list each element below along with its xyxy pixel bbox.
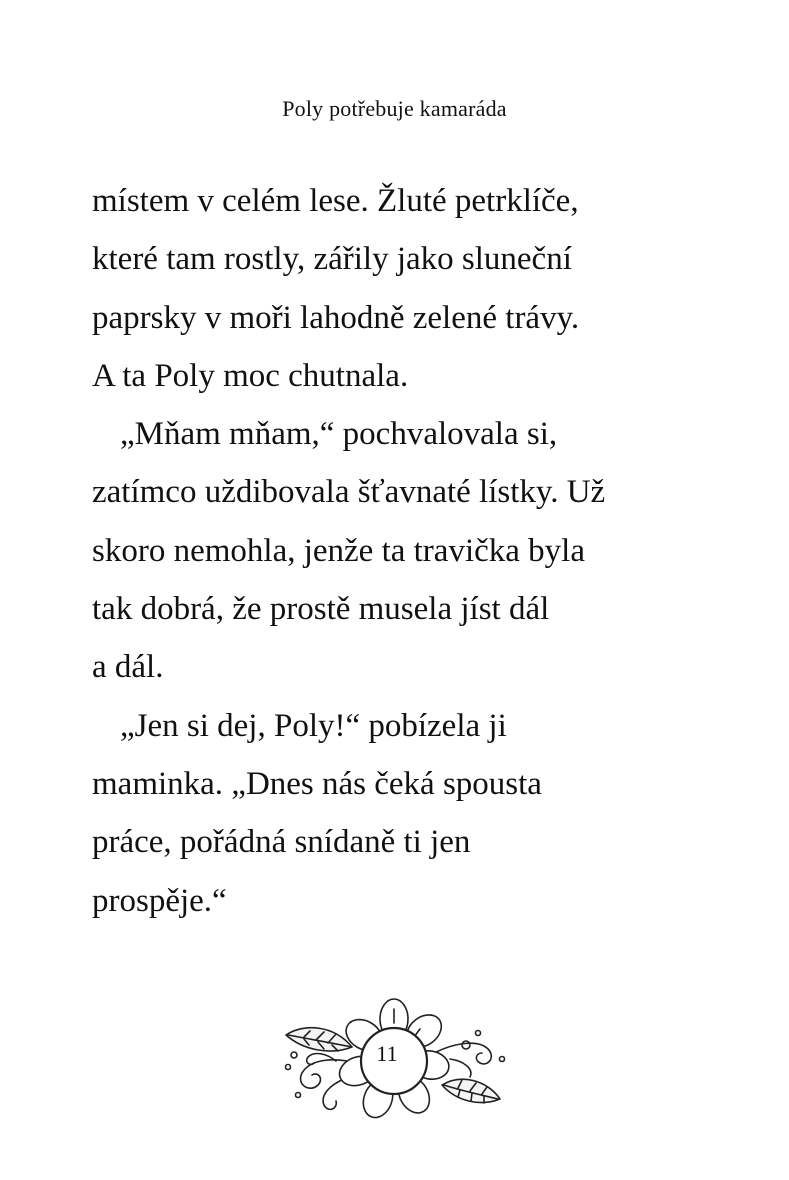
text-line: skoro nemohla, jenže ta travička byla (92, 532, 585, 569)
text-line: místem v celém lese. Žluté petrklíče, (92, 183, 579, 219)
text-line: tak dobrá, že prostě musela jíst dál (92, 591, 550, 628)
text-line: a dál. (92, 649, 164, 686)
text-line-indented: „Jen si dej, Poly!“ pobízela ji (120, 707, 507, 744)
text-line: práce, pořádná snídaně ti jen (92, 824, 471, 861)
text-line: A ta Poly moc chutnala. (92, 357, 409, 394)
running-title: Poly potřebuje kamaráda (282, 96, 507, 121)
text-line: maminka. „Dnes nás čeká spousta (92, 765, 542, 802)
text-line: paprsky v moři lahodně zelené trávy. (92, 299, 580, 336)
text-line: zatímco uždibovala šťavnaté lístky. Už (92, 474, 606, 511)
text-line: které tam rostly, zářily jako sluneční (92, 241, 572, 278)
body-text (92, 172, 732, 930)
text-line: prospěje.“ (92, 882, 227, 919)
text-line-indented: „Mňam mňam,“ pochvalovala si, (120, 416, 558, 453)
page-number: 11 (376, 1041, 398, 1066)
